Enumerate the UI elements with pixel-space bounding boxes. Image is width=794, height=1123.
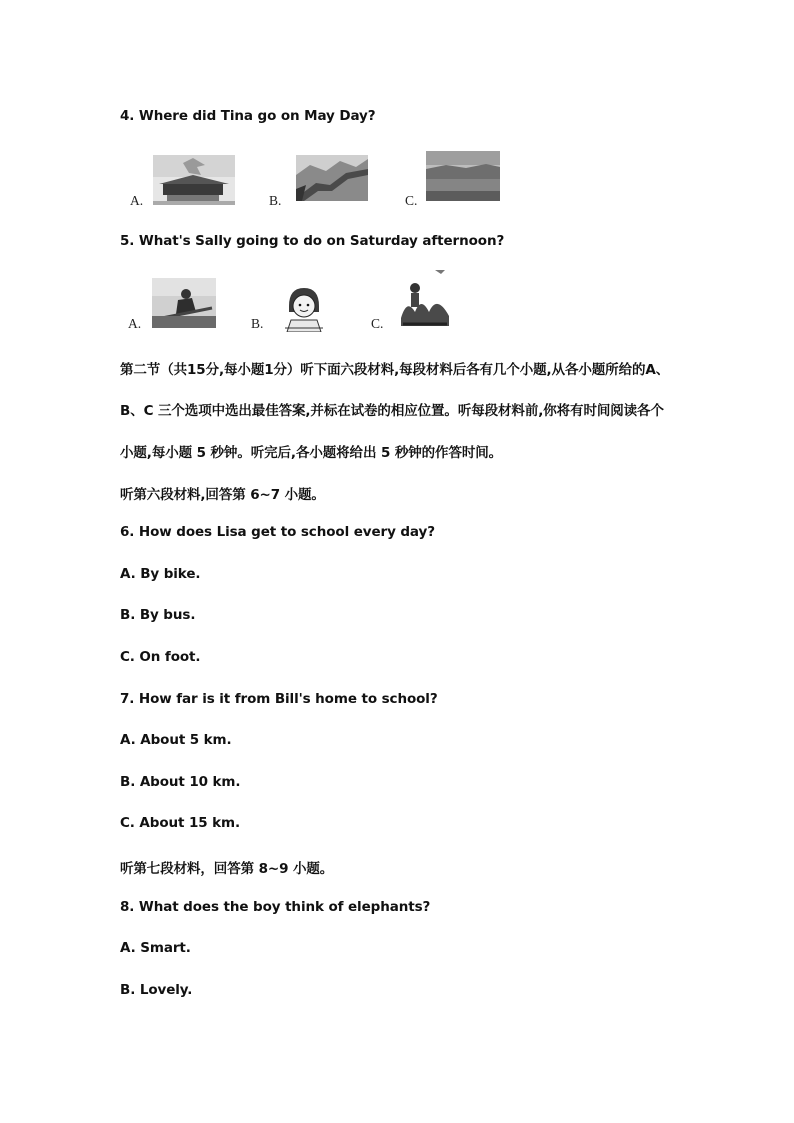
q8-option-a: A. Smart. (120, 940, 191, 956)
passage-7-intro: 听第七段材料，回答第 8~9 小题。 (120, 861, 334, 877)
q8-option-b: B. Lovely. (120, 982, 193, 998)
question-4: 4. Where did Tina go on May Day? (120, 108, 376, 124)
question-6: 6. How does Lisa get to school every day? (120, 524, 435, 540)
q7-option-b: B. About 10 km. (120, 774, 241, 790)
q5-option-c-label: C. (371, 316, 384, 331)
q4-option-a-image-gate (153, 155, 235, 205)
q6-option-c: C. On foot. (120, 649, 201, 665)
q5-option-c-image-planting (399, 268, 451, 328)
q5-option-a-image-rowing (152, 278, 216, 328)
q6-option-b: B. By bus. (120, 607, 196, 623)
question-7: 7. How far is it from Bill's home to school? (120, 691, 438, 707)
q4-option-c-label: C. (405, 193, 418, 208)
section-2-instructions-line-1: 第二节（共15分,每小题1分）听下面六段材料,每段材料后各有几个小题,从各小题所给的A、 (120, 362, 670, 378)
question-8: 8. What does the boy think of elephants? (120, 899, 431, 915)
q4-option-a-label: A. (130, 193, 144, 208)
q4-option-b-label: B. (269, 193, 282, 208)
q6-option-a: A. By bike. (120, 566, 201, 582)
section-2-instructions-line-3: 小题,每小题 5 秒钟。听完后,各小题将给出 5 秒钟的作答时间。 (120, 445, 503, 461)
q4-option-b-image-great-wall (296, 155, 368, 201)
section-2-instructions-line-2: B、C 三个选项中选出最佳答案,并标在试卷的相应位置。听每段材料前,你将有时间阅读各个 (120, 403, 664, 419)
q5-option-b-label: B. (251, 316, 264, 331)
question-5: 5. What's Sally going to do on Saturday afternoon? (120, 233, 505, 249)
q7-option-c: C. About 15 km. (120, 815, 241, 831)
q7-option-a: A. About 5 km. (120, 732, 232, 748)
passage-6-intro: 听第六段材料,回答第 6~7 小题。 (120, 487, 325, 503)
q4-option-c-image-lake (426, 151, 500, 201)
q5-option-a-label: A. (128, 316, 142, 331)
q5-option-b-image-girl-reading (281, 284, 327, 332)
